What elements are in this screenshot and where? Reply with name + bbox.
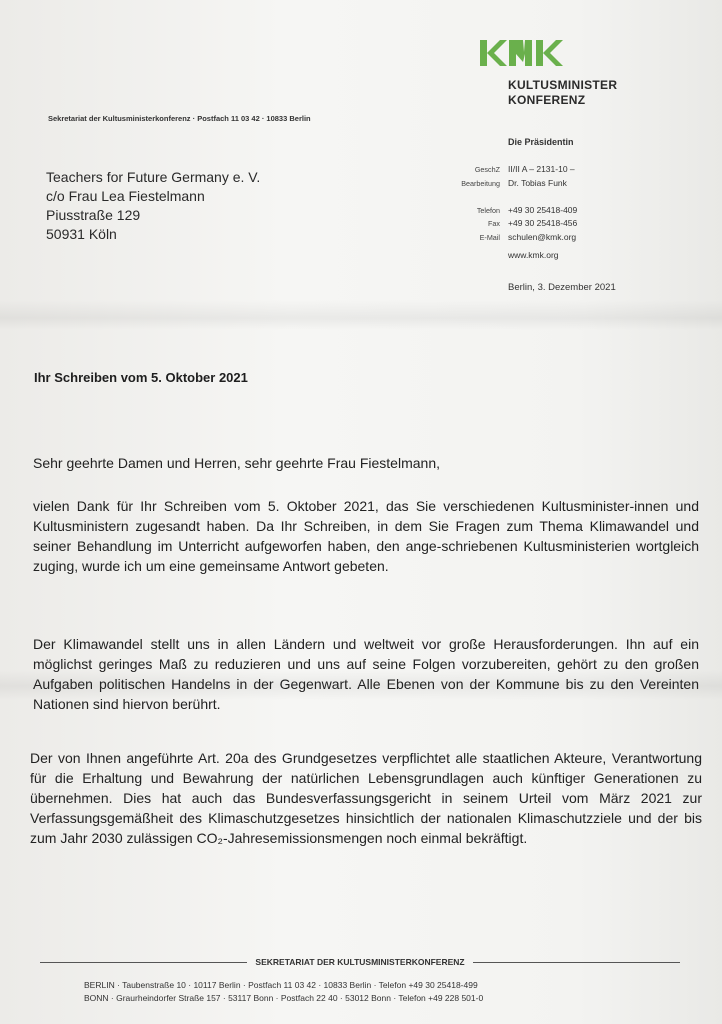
- footer-berlin: BERLIN · Taubenstraße 10 · 10117 Berlin · Postfach 11 03 42 · 10833 Berlin · Telefon +49 30 25418-499: [84, 980, 478, 990]
- meta-value: +49 30 25418-456: [508, 218, 578, 228]
- brand-line-1: KULTUSMINISTER: [508, 78, 618, 92]
- office-title: Die Präsidentin: [508, 137, 574, 147]
- sender-return-address: Sekretariat der Kultusministerkonferenz · Postfach 11 03 42 · 10833 Berlin: [48, 114, 311, 123]
- meta-value: +49 30 25418-409: [508, 205, 578, 215]
- brand-name: [508, 78, 617, 108]
- footer-title: [40, 957, 680, 967]
- meta-label: Fax: [488, 219, 500, 228]
- meta-label: GeschZ: [474, 165, 500, 174]
- recipient-line: 50931 Köln: [46, 226, 117, 242]
- footer-title-text: SEKRETARIAT DER KULTUSMINISTERKONFERENZ: [255, 957, 465, 967]
- meta-label: E-Mail: [479, 233, 500, 242]
- footer-rule-left: [40, 962, 247, 963]
- kmk-logo: [480, 40, 564, 66]
- paragraph-3: Der von Ihnen angeführte Art. 20a des Grundgesetzes verpflichtet alle staatlichen Akteure, Verantwortung für die Erhaltung und Bewahrung der natürlichen Lebensgrundlagen auch künftiger Generationen zu übernehmen. Dies hat auch das Bundesverfassungsgericht in seinem Urteil vom März 2021 zur Verfassungsgemäßheit des Klimaschutzgesetzes hinsichtlich der nationalen Klimaschutzziele und der bis zum Jahr 2030 zulässigen CO₂-Jahresemissionsmengen noch einmal bekräftigt.: [30, 750, 702, 846]
- website: www.kmk.org: [508, 250, 559, 260]
- footer-rule-right: [473, 962, 680, 963]
- paragraph-1: vielen Dank für Ihr Schreiben vom 5. Oktober 2021, das Sie verschiedenen Kultusminister-innen und Kultusministern zugesandt haben. Da Ihr Schreiben, in dem Sie Fragen zum Thema Klimawandel und seiner Behandlung im Unterricht aufgeworfen haben, den ange-schriebenen Kultusministerien wortgleich zuging, wurde ich um eine gemeinsame Antwort gebeten.: [33, 498, 699, 574]
- meta-value: Dr. Tobias Funk: [508, 178, 567, 188]
- meta-value: II/II A – 2131-10 –: [508, 164, 575, 174]
- recipient-address: [46, 168, 260, 244]
- recipient-line: Piusstraße 129: [46, 207, 141, 223]
- paragraph-2: Der Klimawandel stellt uns in allen Ländern und weltweit vor große Herausforderungen. Ihn auf ein möglichst geringes Maß zu reduzieren und uns auf seine Folgen vorzubereiten, gehört zu den großen Aufgaben politischen Handelns in der Gegenwart. Alle Ebenen von der Kommune bis zu den Vereinten Nationen sind hiervon berührt.: [33, 636, 699, 712]
- recipient-line: c/o Frau Lea Fiestelmann: [46, 188, 205, 204]
- salutation: Sehr geehrte Damen und Herren, sehr geehrte Frau Fiestelmann,: [33, 455, 440, 471]
- letter-date: Berlin, 3. Dezember 2021: [508, 282, 616, 293]
- meta-label: Bearbeitung: [461, 179, 500, 188]
- meta-value: schulen@kmk.org: [508, 232, 577, 242]
- meta-label: Telefon: [476, 206, 500, 215]
- footer-bonn: BONN · Graurheindorfer Straße 157 · 53117 Bonn · Postfach 22 40 · 53012 Bonn · Telefon +49 228 501-0: [84, 993, 484, 1003]
- recipient-line: Teachers for Future Germany e. V.: [46, 169, 261, 185]
- brand-line-2: KONFERENZ: [508, 93, 586, 107]
- letter-subject: Ihr Schreiben vom 5. Oktober 2021: [34, 370, 248, 385]
